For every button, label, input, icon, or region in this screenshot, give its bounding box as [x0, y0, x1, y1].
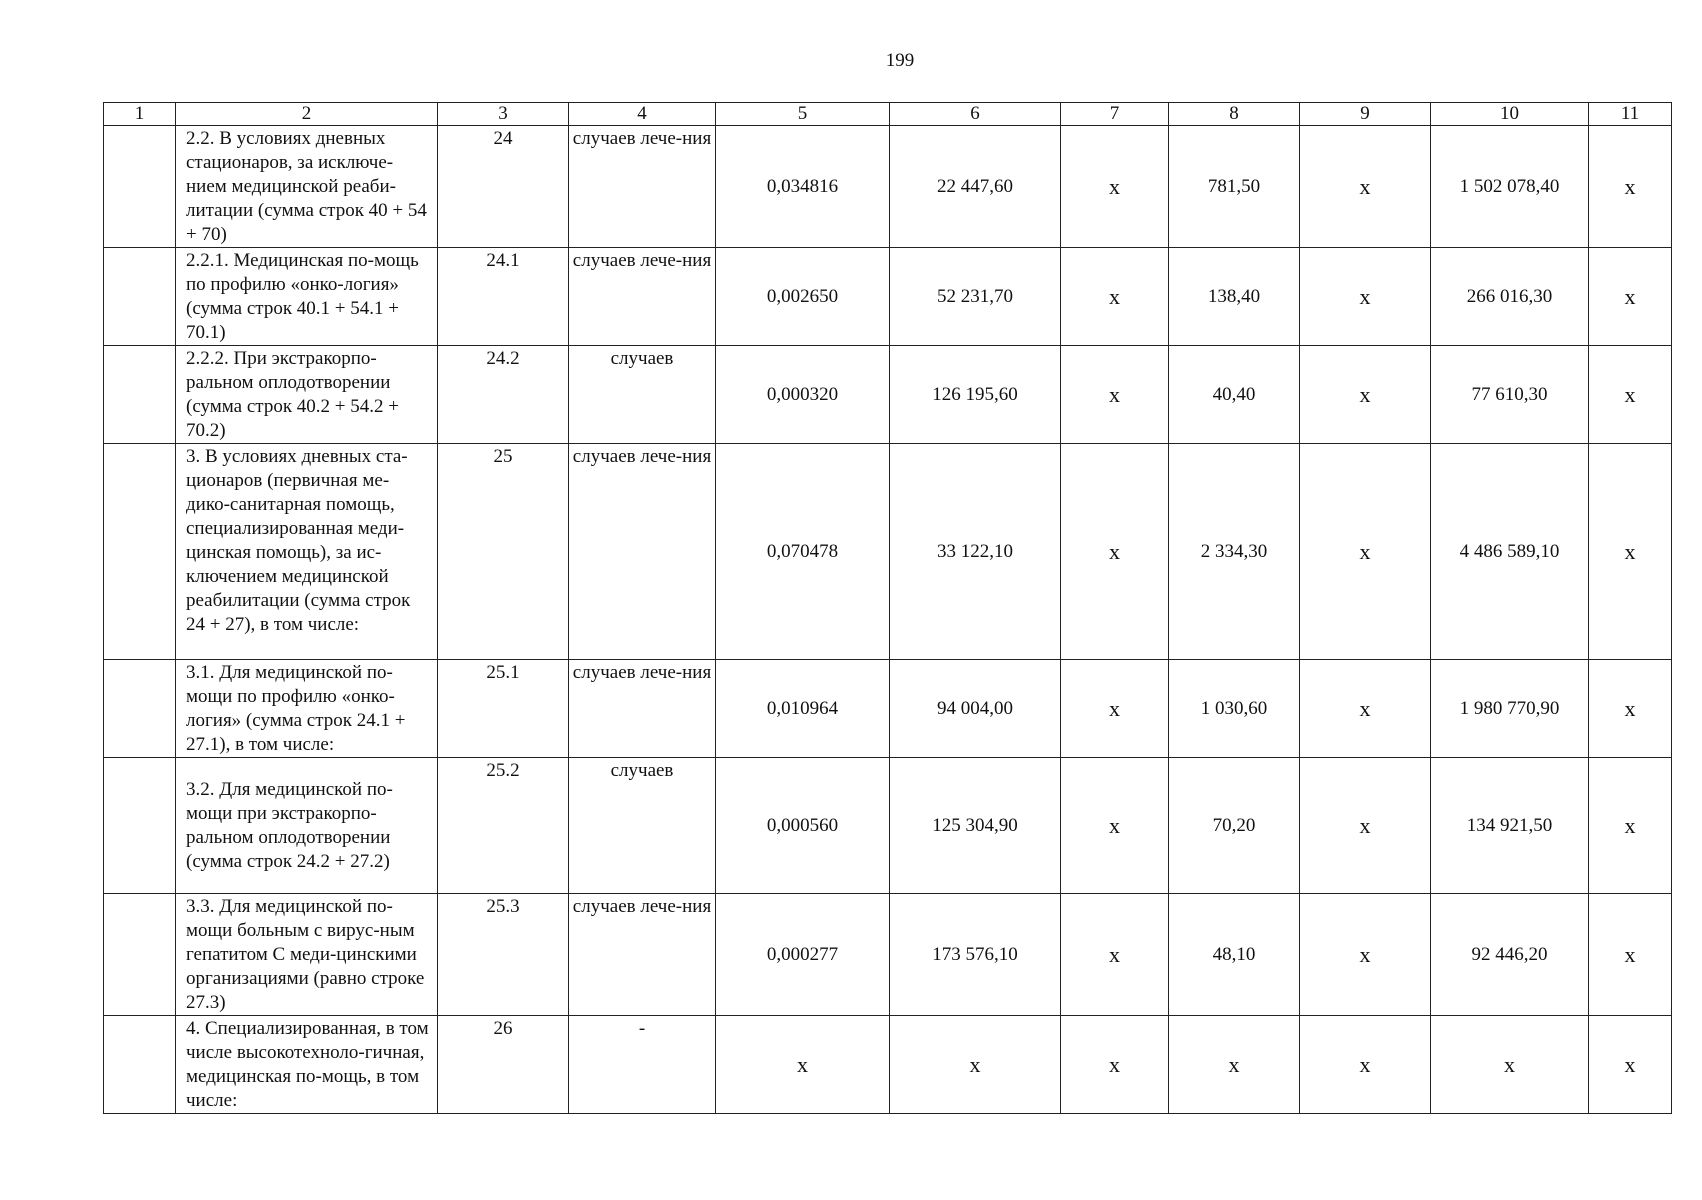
- row-line-number: 25.2: [438, 758, 569, 894]
- row-col-6: 52 231,70: [890, 248, 1061, 346]
- header-col-5: 5: [716, 103, 890, 126]
- row-line-number: 26: [438, 1016, 569, 1114]
- row-col-1: [104, 346, 176, 444]
- row-description: 3.1. Для медицинской по-мощи по профилю «онко-логия» (сумма строк 24.1 + 27.1), в том числе:: [176, 660, 438, 758]
- row-description: 3.3. Для медицинской по-мощи больным с вирус-ным гепатитом С меди-цинскими организациями (равно строке 27.3): [176, 894, 438, 1016]
- row-col-11: х: [1589, 444, 1672, 660]
- table-row: [104, 1016, 1672, 1114]
- row-col-7: х: [1061, 248, 1169, 346]
- row-col-9: х: [1300, 444, 1431, 660]
- row-col-11: х: [1589, 894, 1672, 1016]
- row-col-5: 0,034816: [716, 126, 890, 248]
- row-col-1: [104, 660, 176, 758]
- row-col-10: 134 921,50: [1431, 758, 1589, 894]
- row-col-8: 1 030,60: [1169, 660, 1300, 758]
- row-col-1: [104, 126, 176, 248]
- row-col-10: 92 446,20: [1431, 894, 1589, 1016]
- row-line-number: 25.1: [438, 660, 569, 758]
- header-col-4: 4: [569, 103, 716, 126]
- row-col-10: 77 610,30: [1431, 346, 1589, 444]
- row-unit: случаев лече-ния: [569, 660, 716, 758]
- row-col-10: 4 486 589,10: [1431, 444, 1589, 660]
- row-col-1: [104, 248, 176, 346]
- row-unit: -: [569, 1016, 716, 1114]
- row-col-5: 0,070478: [716, 444, 890, 660]
- table-row: [104, 758, 1672, 894]
- table-row: [104, 126, 1672, 248]
- row-col-6: 125 304,90: [890, 758, 1061, 894]
- row-unit: случаев: [569, 346, 716, 444]
- row-col-7: х: [1061, 758, 1169, 894]
- row-col-7: х: [1061, 894, 1169, 1016]
- header-col-10: 10: [1431, 103, 1589, 126]
- table-row: [104, 346, 1672, 444]
- row-col-1: [104, 444, 176, 660]
- header-col-9: 9: [1300, 103, 1431, 126]
- row-col-11: х: [1589, 346, 1672, 444]
- row-col-5: 0,002650: [716, 248, 890, 346]
- header-col-7: 7: [1061, 103, 1169, 126]
- row-col-9: х: [1300, 248, 1431, 346]
- row-col-10: 1 502 078,40: [1431, 126, 1589, 248]
- row-col-10: 266 016,30: [1431, 248, 1589, 346]
- row-col-9: х: [1300, 126, 1431, 248]
- row-col-6: 173 576,10: [890, 894, 1061, 1016]
- row-col-6: 33 122,10: [890, 444, 1061, 660]
- row-description: 3.2. Для медицинской по-мощи при экстракорпо-ральном оплодотворении (сумма строк 24.2 + 27.2): [176, 758, 438, 894]
- row-col-7: х: [1061, 126, 1169, 248]
- data-table: [103, 102, 1672, 1114]
- row-col-8: х: [1169, 1016, 1300, 1114]
- row-col-8: 70,20: [1169, 758, 1300, 894]
- row-unit: случаев лече-ния: [569, 444, 716, 660]
- row-col-11: х: [1589, 126, 1672, 248]
- row-line-number: 24.1: [438, 248, 569, 346]
- row-unit: случаев лече-ния: [569, 126, 716, 248]
- row-line-number: 25: [438, 444, 569, 660]
- table-row: [104, 894, 1672, 1016]
- row-col-8: 138,40: [1169, 248, 1300, 346]
- row-col-9: х: [1300, 894, 1431, 1016]
- row-col-5: 0,000277: [716, 894, 890, 1016]
- row-description: 4. Специализированная, в том числе высокотехноло-гичная, медицинская по-мощь, в том числе:: [176, 1016, 438, 1114]
- row-description: 2.2.2. При экстракорпо-ральном оплодотворении (сумма строк 40.2 + 54.2 + 70.2): [176, 346, 438, 444]
- row-col-11: х: [1589, 660, 1672, 758]
- header-col-3: 3: [438, 103, 569, 126]
- row-col-11: х: [1589, 758, 1672, 894]
- table-row: [104, 660, 1672, 758]
- row-col-10: 1 980 770,90: [1431, 660, 1589, 758]
- row-col-8: 40,40: [1169, 346, 1300, 444]
- row-col-1: [104, 894, 176, 1016]
- header-col-2: 2: [176, 103, 438, 126]
- row-col-9: х: [1300, 660, 1431, 758]
- row-col-5: 0,000560: [716, 758, 890, 894]
- row-col-11: х: [1589, 248, 1672, 346]
- row-unit: случаев: [569, 758, 716, 894]
- row-line-number: 24.2: [438, 346, 569, 444]
- header-col-8: 8: [1169, 103, 1300, 126]
- row-col-7: х: [1061, 346, 1169, 444]
- row-unit: случаев лече-ния: [569, 894, 716, 1016]
- header-col-6: 6: [890, 103, 1061, 126]
- row-col-8: 781,50: [1169, 126, 1300, 248]
- row-col-7: х: [1061, 1016, 1169, 1114]
- header-col-1: 1: [104, 103, 176, 126]
- row-col-6: 94 004,00: [890, 660, 1061, 758]
- row-col-5: 0,010964: [716, 660, 890, 758]
- row-col-8: 48,10: [1169, 894, 1300, 1016]
- row-col-1: [104, 758, 176, 894]
- row-col-7: х: [1061, 660, 1169, 758]
- row-col-8: 2 334,30: [1169, 444, 1300, 660]
- row-col-5: 0,000320: [716, 346, 890, 444]
- row-col-7: х: [1061, 444, 1169, 660]
- row-col-11: х: [1589, 1016, 1672, 1114]
- row-col-9: х: [1300, 758, 1431, 894]
- row-col-9: х: [1300, 1016, 1431, 1114]
- row-col-6: 126 195,60: [890, 346, 1061, 444]
- header-row: [104, 103, 1672, 126]
- row-unit: случаев лече-ния: [569, 248, 716, 346]
- row-line-number: 24: [438, 126, 569, 248]
- row-description: 3. В условиях дневных ста-ционаров (первичная ме-дико-санитарная помощь, специализированная меди-цинская помощь), за ис-ключением медицинской реабилитации (сумма строк 24 + 27), в том числе:: [176, 444, 438, 660]
- table-row: [104, 248, 1672, 346]
- row-col-6: 22 447,60: [890, 126, 1061, 248]
- table-row: [104, 444, 1672, 660]
- row-description: 2.2.1. Медицинская по-мощь по профилю «онко-логия» (сумма строк 40.1 + 54.1 + 70.1): [176, 248, 438, 346]
- row-col-10: х: [1431, 1016, 1589, 1114]
- row-col-5: х: [716, 1016, 890, 1114]
- row-line-number: 25.3: [438, 894, 569, 1016]
- row-description: 2.2. В условиях дневных стационаров, за исключе-нием медицинской реаби-литации (сумма строк 40 + 54 + 70): [176, 126, 438, 248]
- row-col-6: х: [890, 1016, 1061, 1114]
- row-col-9: х: [1300, 346, 1431, 444]
- row-col-1: [104, 1016, 176, 1114]
- header-col-11: 11: [1589, 103, 1672, 126]
- page-number: 199: [885, 50, 915, 71]
